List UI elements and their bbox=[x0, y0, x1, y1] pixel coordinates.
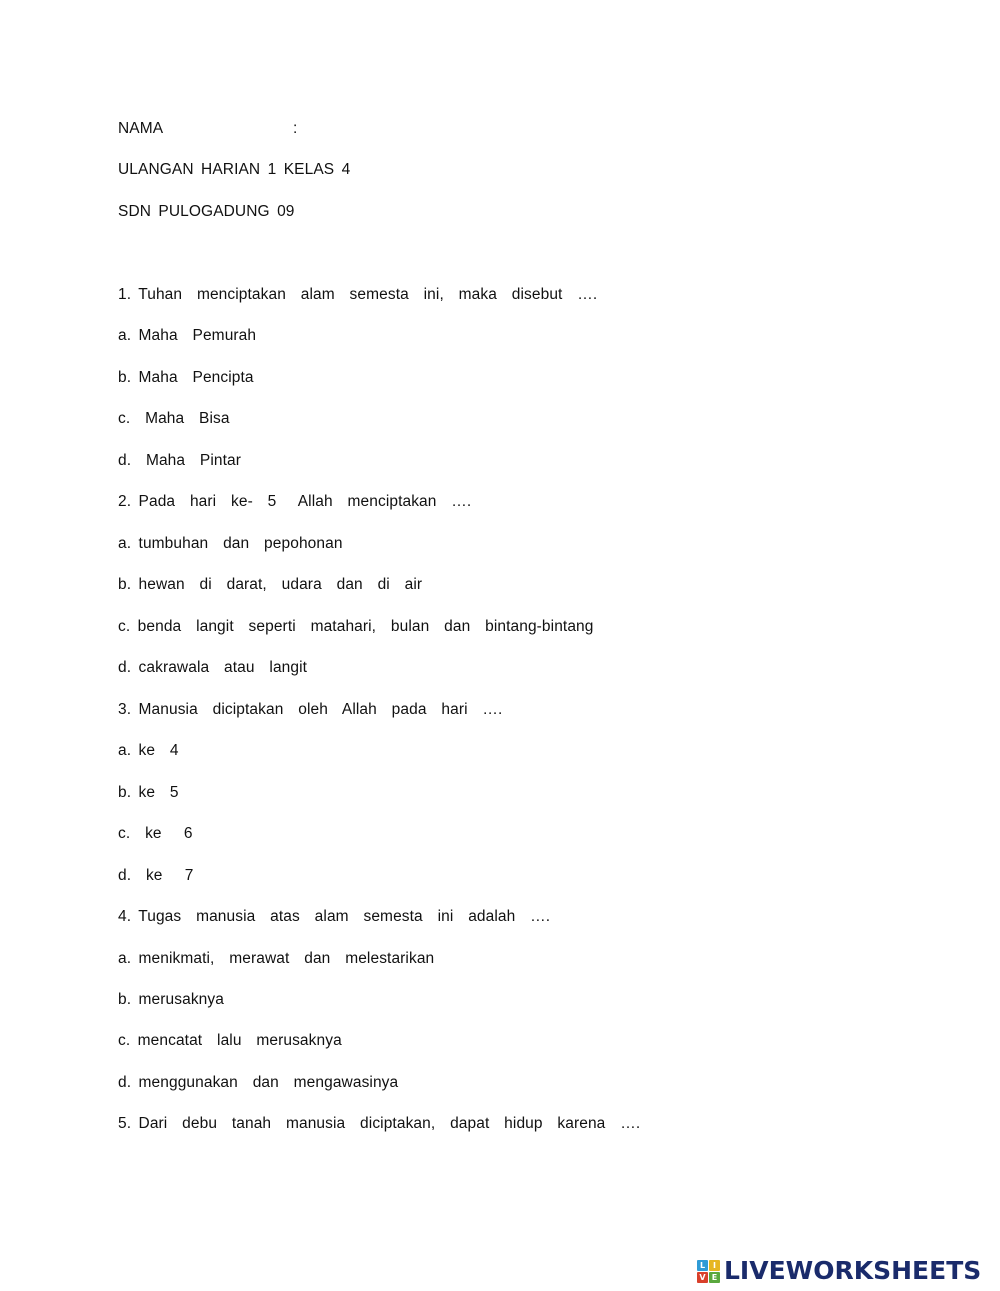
question-2-option-b: b. hewan di darat, udara dan di air bbox=[118, 576, 423, 593]
question-4-prompt: 4. Tugas manusia atas alam semesta ini adalah …. bbox=[118, 908, 551, 925]
question-2-option-d: d. cakrawala atau langit bbox=[118, 659, 308, 676]
question-4-option-d: d. menggunakan dan mengawasinya bbox=[118, 1074, 399, 1091]
question-1-prompt: 1. Tuhan menciptakan alam semesta ini, maka disebut …. bbox=[118, 286, 598, 303]
question-1-option-d: d. Maha Pintar bbox=[118, 452, 242, 469]
liveworksheets-logo-icon bbox=[697, 1260, 720, 1283]
question-2-option-a: a. tumbuhan dan pepohonan bbox=[118, 535, 343, 552]
logo-letter-e: E bbox=[709, 1272, 720, 1283]
question-2-prompt: 2. Pada hari ke- 5 Allah menciptakan …. bbox=[118, 493, 472, 510]
logo-letter-i: I bbox=[709, 1260, 720, 1271]
question-1-option-b: b. Maha Pencipta bbox=[118, 369, 254, 386]
question-4-option-c: c. mencatat lalu merusaknya bbox=[118, 1032, 342, 1049]
logo-letter-l: L bbox=[697, 1260, 708, 1271]
question-4-option-a: a. menikmati, merawat dan melestarikan bbox=[118, 950, 435, 967]
exam-title: ULANGAN HARIAN 1 KELAS 4 bbox=[118, 161, 351, 178]
question-1-option-c: c. Maha Bisa bbox=[118, 410, 230, 427]
question-1-option-a: a. Maha Pemurah bbox=[118, 327, 257, 344]
question-3-option-a: a. ke 4 bbox=[118, 742, 179, 759]
liveworksheets-logo-text: LIVEWORKSHEETS bbox=[724, 1256, 982, 1285]
name-label: NAMA bbox=[118, 120, 164, 137]
liveworksheets-logo bbox=[697, 1255, 981, 1287]
question-3-option-b: b. ke 5 bbox=[118, 784, 179, 801]
school-name: SDN PULOGADUNG 09 bbox=[118, 203, 295, 220]
question-2-option-c: c. benda langit seperti matahari, bulan dan bintang-bintang bbox=[118, 618, 594, 635]
question-3-option-c: c. ke 6 bbox=[118, 825, 193, 842]
question-4-option-b: b. merusaknya bbox=[118, 991, 224, 1008]
question-3-prompt: 3. Manusia diciptakan oleh Allah pada hari …. bbox=[118, 701, 503, 718]
question-3-option-d: d. ke 7 bbox=[118, 867, 194, 884]
logo-letter-v: V bbox=[697, 1272, 708, 1283]
question-5-prompt: 5. Dari debu tanah manusia diciptakan, dapat hidup karena …. bbox=[118, 1115, 641, 1132]
name-colon: : bbox=[293, 120, 298, 137]
